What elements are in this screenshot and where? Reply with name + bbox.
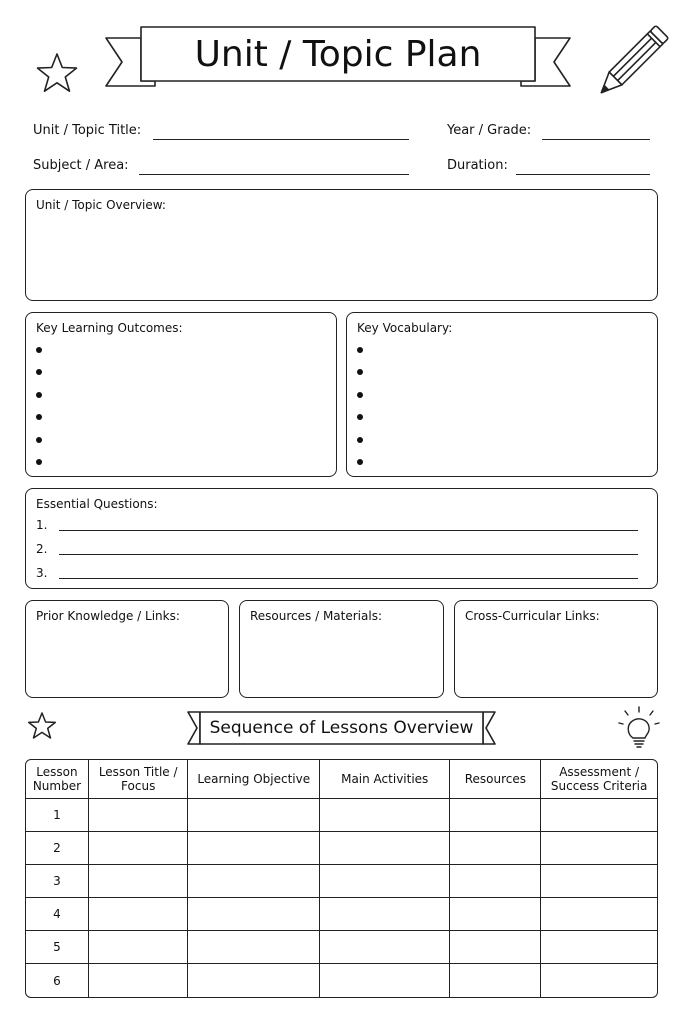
lesson-number-cell: 4 [26, 898, 89, 931]
lightbulb-icon [619, 707, 659, 747]
table-row [26, 799, 657, 832]
table-cell[interactable] [188, 898, 319, 931]
table-cell[interactable] [320, 832, 450, 865]
table-cell[interactable] [541, 964, 657, 997]
table-cell[interactable] [89, 865, 189, 898]
pencil-icon [595, 25, 669, 99]
table-cell[interactable] [320, 964, 450, 997]
table-cell[interactable] [188, 931, 319, 964]
table-cell[interactable] [89, 898, 189, 931]
table-cell[interactable] [541, 799, 657, 832]
question-number: 2. [36, 542, 48, 556]
page-title: Unit / Topic Plan [194, 33, 482, 75]
question-line[interactable] [59, 578, 638, 579]
table-cell[interactable] [320, 898, 450, 931]
overview-label: Unit / Topic Overview: [36, 198, 166, 212]
essential-questions-box[interactable] [25, 488, 658, 589]
duration-field[interactable] [516, 174, 650, 175]
subject-area-label: Subject / Area: [33, 158, 129, 173]
year-grade-field[interactable] [542, 139, 650, 140]
table-cell[interactable] [89, 799, 189, 832]
table-cell[interactable] [450, 832, 541, 865]
table-cell[interactable] [450, 931, 541, 964]
question-line[interactable] [59, 554, 638, 555]
bullet [357, 459, 363, 465]
prior-knowledge-label: Prior Knowledge / Links: [36, 609, 180, 623]
unit-title-field[interactable] [153, 139, 409, 140]
essential-questions-label: Essential Questions: [36, 497, 158, 511]
header-text: Learning Objective [197, 772, 311, 786]
table-header-row [26, 760, 657, 799]
overview-box[interactable] [25, 189, 658, 301]
table-row [26, 832, 657, 865]
prior-knowledge-box[interactable] [25, 600, 229, 698]
table-cell[interactable] [89, 931, 189, 964]
key-vocabulary-label: Key Vocabulary: [357, 321, 453, 335]
table-cell[interactable] [450, 964, 541, 997]
bullet [36, 392, 42, 398]
year-grade-label: Year / Grade: [447, 123, 532, 138]
table-cell[interactable] [320, 865, 450, 898]
table-cell[interactable] [450, 799, 541, 832]
table-cell[interactable] [541, 931, 657, 964]
table-cell[interactable] [541, 898, 657, 931]
col-header-lesson-title [89, 760, 189, 799]
bullet [357, 437, 363, 443]
table-cell[interactable] [541, 865, 657, 898]
duration-label: Duration: [447, 158, 508, 173]
star-icon [38, 54, 77, 91]
col-header-learning-objective [188, 760, 319, 799]
col-header-resources [450, 760, 541, 799]
header-text: Resources [464, 772, 526, 786]
bullet [36, 369, 42, 375]
table-cell[interactable] [450, 898, 541, 931]
header-text: Lesson Number [32, 765, 82, 793]
bullet [357, 369, 363, 375]
table-row [26, 865, 657, 898]
unit-title-label: Unit / Topic Title: [33, 123, 142, 138]
bullet [36, 459, 42, 465]
bullet [357, 414, 363, 420]
table-cell[interactable] [541, 832, 657, 865]
resources-materials-box[interactable] [239, 600, 444, 698]
table-cell[interactable] [320, 799, 450, 832]
lesson-number-cell: 1 [26, 799, 89, 832]
bullet [36, 347, 42, 353]
lesson-number-cell: 6 [26, 964, 89, 997]
table-row [26, 964, 657, 997]
bullet [357, 347, 363, 353]
key-vocabulary-box[interactable] [346, 312, 658, 477]
lesson-number-cell: 3 [26, 865, 89, 898]
lesson-number-cell: 5 [26, 931, 89, 964]
bullet [36, 437, 42, 443]
bullet [357, 392, 363, 398]
header-text: Assessment / Success Criteria [550, 765, 648, 793]
subject-area-field[interactable] [139, 174, 409, 175]
question-number: 1. [36, 518, 48, 532]
learning-outcomes-label: Key Learning Outcomes: [36, 321, 183, 335]
table-cell[interactable] [450, 865, 541, 898]
table-cell[interactable] [89, 832, 189, 865]
learning-outcomes-box[interactable] [25, 312, 337, 477]
col-header-main-activities [320, 760, 450, 799]
resources-materials-label: Resources / Materials: [250, 609, 382, 623]
col-header-assessment [541, 760, 657, 799]
header-text: Main Activities [341, 772, 429, 786]
table-cell[interactable] [188, 799, 319, 832]
table-row [26, 898, 657, 931]
cross-curricular-box[interactable] [454, 600, 658, 698]
lesson-number-cell: 2 [26, 832, 89, 865]
question-number: 3. [36, 566, 48, 580]
header-text: Lesson Title / Focus [98, 765, 178, 793]
table-cell[interactable] [188, 865, 319, 898]
bullet [36, 414, 42, 420]
table-row [26, 931, 657, 964]
table-cell[interactable] [320, 931, 450, 964]
table-cell[interactable] [188, 964, 319, 997]
star-icon [29, 713, 56, 738]
col-header-lesson-number [26, 760, 89, 799]
table-cell[interactable] [188, 832, 319, 865]
cross-curricular-label: Cross-Curricular Links: [465, 609, 600, 623]
question-line[interactable] [59, 530, 638, 531]
sequence-title: Sequence of Lessons Overview [209, 718, 474, 738]
lesson-sequence-table [25, 759, 658, 998]
table-cell[interactable] [89, 964, 189, 997]
